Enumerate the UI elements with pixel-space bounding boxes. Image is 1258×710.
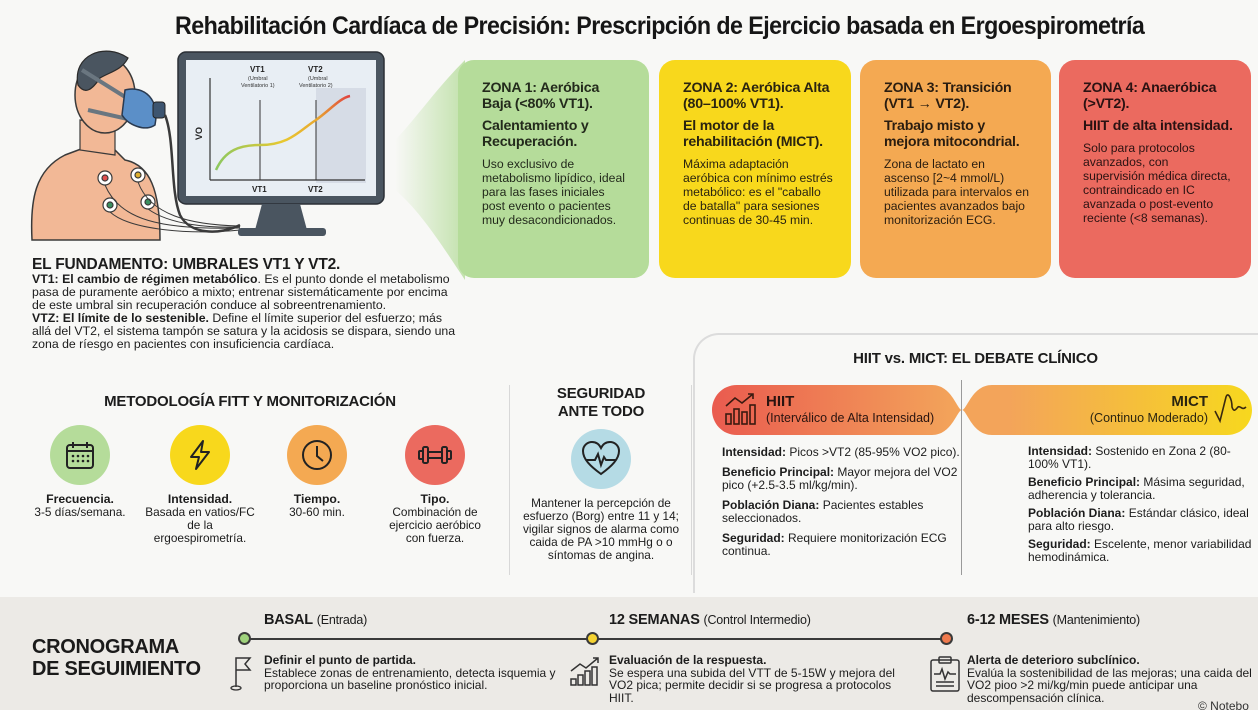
timeline-dot-basal xyxy=(238,632,251,645)
phase-12-semanas-desc: Evaluación de la respuesta. Se espera una subida del VTT de 5-15W y mejora del VO2 pica; permite decidir si se progresa a protocolos HIIT. xyxy=(609,653,895,705)
seguridad-heading-2: ANTE TODO xyxy=(557,403,645,420)
cronograma-heading: CRONOGRAMA DE SEGUIMIENTO xyxy=(32,636,201,680)
phase-basal-title: BASAL (Entrada) xyxy=(264,612,368,628)
timeline-dot-6-12-meses xyxy=(940,632,953,645)
page-title: Rehabilitación Cardíaca de Precisión: Prescripción de Ejercicio basada en Ergoespirometría xyxy=(175,12,1145,40)
fitt-label: Frecuencia. xyxy=(46,492,114,506)
hiit-item: Seguridad: Requiere monitorización ECG continua. xyxy=(722,531,947,558)
phase-12-semanas-title: 12 SEMANAS (Control Intermedio) xyxy=(609,612,811,628)
vt1-label: VT1: El cambio de régimen metabólico xyxy=(32,272,258,286)
vt2-paragraph xyxy=(32,312,462,351)
svg-text:VT1: VT1 xyxy=(252,185,267,194)
ergospirometry-illustration xyxy=(10,30,420,245)
seguridad-heading-1: SEGURIDAD xyxy=(556,385,646,402)
debate-heading: HIIT vs. MICT: EL DEBATE CLÍNICO xyxy=(853,350,1098,367)
fitt-item-intensidad xyxy=(145,425,255,545)
fitt-label: Intensidad. xyxy=(167,492,233,506)
fitt-desc: Combinación de ejercicio aeróbico con fuerza. xyxy=(389,505,481,545)
growth-chart-icon xyxy=(568,655,604,687)
dumbbell-icon xyxy=(405,425,465,485)
fitt-label: Tiempo. xyxy=(293,492,341,506)
svg-text:VT2: VT2 xyxy=(308,185,323,194)
green-beam-decoration xyxy=(395,60,465,280)
hiit-label: HIIT xyxy=(766,393,795,410)
divider xyxy=(509,385,510,575)
vt1-text: . Es el punto donde el metabolismo pasa de puramente aeróbico a mixto; entrenar sistemáticamente por encima de este umbral sin recuperación conduce al sobreentrenamiento. xyxy=(32,272,450,312)
svg-text:VT1: VT1 xyxy=(250,65,265,74)
clipboard-ecg-icon xyxy=(928,655,962,693)
hiit-subtitle: (Interválico de Alta Intensidad) xyxy=(766,411,935,425)
zone-card-2 xyxy=(659,60,851,278)
zone-title: ZONA 4: Anaeróbica (>VT2). xyxy=(1083,80,1217,112)
bar-chart-icon xyxy=(723,392,759,426)
mict-details xyxy=(1028,445,1253,569)
seguridad-section xyxy=(515,385,687,562)
mict-subtitle: (Continuo Moderado) xyxy=(1089,411,1208,425)
fitt-desc: 3-5 días/semana. xyxy=(34,505,126,519)
zone-title: ZONA 3: Transición (VT1 → VT2). xyxy=(884,80,1012,112)
svg-text:Ventilatorio 1): Ventilatorio 1) xyxy=(241,83,275,89)
svg-text:(Umbral: (Umbral xyxy=(308,76,328,82)
phase-6-12-meses-title: 6-12 MESES (Mantenimiento) xyxy=(967,612,1140,628)
phase-6-12-meses-desc: Alerta de deterioro subclínico. Evalúa la sostenibilidad de las mejoras; una caida del VO2 pioo >2 mi/kg/min puede anticipar una descompensación clínica. xyxy=(967,653,1252,705)
fitt-item-tiempo xyxy=(262,425,372,519)
fitt-item-tipo xyxy=(380,425,490,545)
zone-description: Uso exclusivo de metabolismo lipídico, ideal para las fases iniciales post evento o pacientes muy desacondicionados. xyxy=(482,157,625,227)
phase-basal-desc: Definir el punto de partida. Establece zonas de entrenamiento, detecta isquemia y proporciona un baseline pronóstico inicial. xyxy=(264,653,556,692)
divider xyxy=(691,385,692,575)
fitt-label: Tipo. xyxy=(420,492,450,506)
zone-card-1 xyxy=(458,60,649,278)
zone-title: ZONA 1: Aeróbica Baja (<80% VT1). xyxy=(482,80,600,112)
zone-title: ZONA 2: Aeróbica Alta (80–100% VT1). xyxy=(683,80,830,112)
hiit-item: Beneficio Principal: Mayor mejora del VO2 pico (+2.5-3.5 ml/kg/min). xyxy=(722,465,958,492)
zone-subtitle: Trabajo misto y mejora mitocondrial. xyxy=(884,118,1020,150)
credit-text: © Notebo xyxy=(1198,699,1249,710)
seguridad-desc: Mantener la percepción de esfuerzo (Borg) entre 11 y 14; vigilar signos de alarma como caida de PA >10 mmHg o o síntomas de angina. xyxy=(522,496,680,562)
zone-description: Máxima adaptación aeróbica con mínimo estrés metabólico: es el "caballo de batalla" para sesiones continuas de 30-45 min. xyxy=(683,157,833,227)
vt1-paragraph xyxy=(32,273,462,312)
vt2-label: VTZ: El límite de lo sestenible. xyxy=(32,311,209,325)
clock-icon xyxy=(287,425,347,485)
fitt-item-frecuencia xyxy=(25,425,135,519)
svg-text:Ventilatorio 2): Ventilatorio 2) xyxy=(299,83,333,89)
vt2-text: Define el límite superior del esfuerzo; más allá del VT2, el sistema tampón se satura y la acidosis se dispara, siendo una zona de ríesgo en pacientes con insuficiencia cardíaca. xyxy=(32,311,456,351)
fundamento-section xyxy=(32,256,462,351)
fitt-heading: METODOLOGÍA FITT Y MONITORIZACIÓN xyxy=(104,393,396,410)
svg-text:VT2: VT2 xyxy=(308,65,323,74)
zone-subtitle: El motor de la rehabilitación (MICT). xyxy=(683,118,823,150)
zone-description: Zona de lactato en ascenso [2~4 mmol/L) utilizada para intervalos en pacientes avanzados bajo monitorización ECG. xyxy=(884,157,1029,227)
flag-icon xyxy=(230,655,254,691)
mict-label: MICT xyxy=(1171,393,1208,410)
mict-item: Población Diana: Estándar clásico, ideal para alto riesgo. xyxy=(1028,506,1249,533)
mict-item: Beneficio Principal: Másima seguridad, adherencia y tolerancia. xyxy=(1028,475,1245,502)
zone-subtitle: Calentamiento y Recuperación. xyxy=(482,118,589,150)
heart-pulse-icon xyxy=(571,429,631,489)
wave-pulse-icon xyxy=(1212,393,1248,425)
timeline-dot-12-semanas xyxy=(586,632,599,645)
zone-card-4 xyxy=(1059,60,1251,278)
zone-subtitle: HIIT de alta intensidad. xyxy=(1083,118,1233,134)
mict-item: Seguridad: Escelente, menor variabilidad hemodinámica. xyxy=(1028,537,1252,564)
fitt-desc: 30-60 min. xyxy=(289,505,345,519)
hiit-item: Población Diana: Pacientes estables seleccionados. xyxy=(722,498,924,525)
calendar-icon xyxy=(50,425,110,485)
fitt-desc: Basada en vatios/FC de la ergoespirometría. xyxy=(145,505,255,545)
hiit-item: Intensidad: Picos >VT2 (85-95% VO2 pico). xyxy=(722,445,960,459)
lightning-icon xyxy=(170,425,230,485)
mict-item: Intensidad: Sostenido en Zona 2 (80-100% VT1). xyxy=(1028,444,1231,471)
svg-text:VO: VO xyxy=(194,126,204,140)
zone-card-3 xyxy=(860,60,1051,278)
svg-text:(Umbral: (Umbral xyxy=(248,76,268,82)
zone-description: Solo para protocolos avanzados, con supervisión médica directa, contraindicado en IC avanzada o post-evento reciente (<8 semanas). xyxy=(1083,141,1231,225)
fundamento-heading: EL FUNDAMENTO: UMBRALES VT1 Y VT2. xyxy=(32,256,341,273)
hiit-details xyxy=(722,446,972,565)
